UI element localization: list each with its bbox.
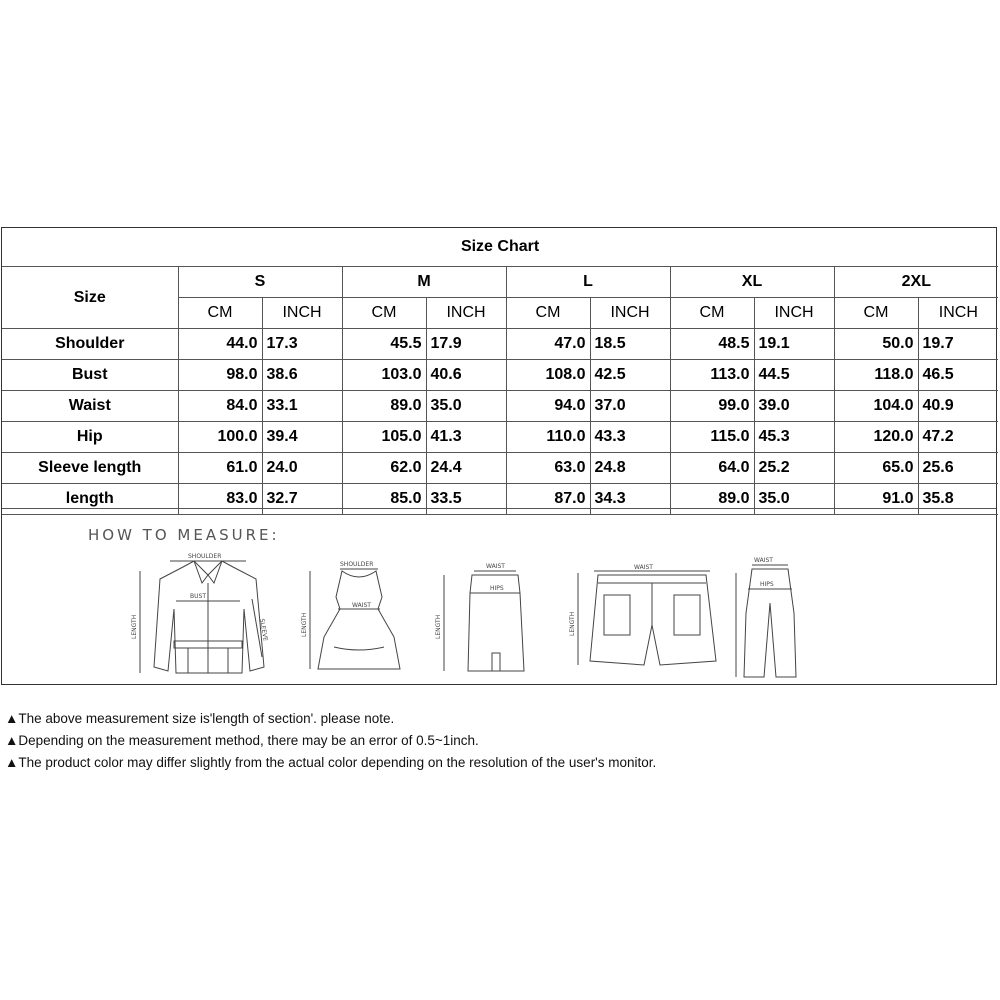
cm-value: 118.0 — [834, 360, 918, 391]
unit-inch-header: INCH — [918, 298, 998, 329]
notes-section — [5, 708, 656, 774]
table-row — [2, 422, 998, 453]
inch-value: 19.1 — [754, 329, 834, 360]
inch-value: 32.7 — [262, 484, 342, 515]
cm-value: 64.0 — [670, 453, 754, 484]
cm-value: 89.0 — [342, 391, 426, 422]
size-header-s: S — [178, 267, 342, 298]
inch-value: 39.0 — [754, 391, 834, 422]
jacket-diagram — [128, 549, 278, 679]
cm-value: 45.5 — [342, 329, 426, 360]
inch-value: 33.5 — [426, 484, 506, 515]
inch-value: 17.3 — [262, 329, 342, 360]
inch-value: 37.0 — [590, 391, 670, 422]
inch-value: 39.4 — [262, 422, 342, 453]
size-header-xl: XL — [670, 267, 834, 298]
length-label-shorts: LENGTH — [569, 611, 576, 636]
unit-inch-header: INCH — [262, 298, 342, 329]
shorts-diagram — [564, 561, 724, 671]
inch-value: 17.9 — [426, 329, 506, 360]
size-header-m: M — [342, 267, 506, 298]
length-label-skirt: LENGTH — [435, 614, 442, 639]
inch-value: 42.5 — [590, 360, 670, 391]
cm-value: 105.0 — [342, 422, 426, 453]
cm-value: 83.0 — [178, 484, 262, 515]
cm-value: 110.0 — [506, 422, 590, 453]
row-label: length — [2, 484, 178, 515]
note-item: ▲The product color may differ slightly from the actual color depending on the resolution of the user's monitor. — [5, 755, 657, 770]
inch-value: 40.6 — [426, 360, 506, 391]
bust-label-jacket: BUST — [190, 593, 206, 600]
inch-value: 41.3 — [426, 422, 506, 453]
cm-value: 87.0 — [506, 484, 590, 515]
cm-value: 63.0 — [506, 453, 590, 484]
waist-label-dress: WAIST — [352, 602, 371, 609]
inch-value: 46.5 — [918, 360, 998, 391]
cm-value: 44.0 — [178, 329, 262, 360]
unit-cm-header: CM — [506, 298, 590, 329]
unit-cm-header: CM — [834, 298, 918, 329]
cm-value: 85.0 — [342, 484, 426, 515]
row-label: Sleeve length — [2, 453, 178, 484]
inch-value: 44.5 — [754, 360, 834, 391]
shoulder-label-dress: SHOULDER — [340, 561, 374, 568]
hips-label-skirt: HIPS — [490, 585, 504, 592]
cm-value: 113.0 — [670, 360, 754, 391]
cm-value: 61.0 — [178, 453, 262, 484]
inch-value: 45.3 — [754, 422, 834, 453]
inch-value: 33.1 — [262, 391, 342, 422]
inch-value: 34.3 — [590, 484, 670, 515]
note-item: ▲Depending on the measurement method, there may be an error of 0.5~1inch. — [5, 733, 479, 748]
cm-value: 94.0 — [506, 391, 590, 422]
inch-value: 18.5 — [590, 329, 670, 360]
size-header: Size — [2, 267, 178, 329]
inch-value: 24.0 — [262, 453, 342, 484]
skirt-diagram — [432, 559, 532, 677]
cm-value: 99.0 — [670, 391, 754, 422]
cm-value: 108.0 — [506, 360, 590, 391]
cm-value: 89.0 — [670, 484, 754, 515]
cm-value: 98.0 — [178, 360, 262, 391]
waist-label-pants: WAIST — [754, 557, 773, 564]
cm-value: 120.0 — [834, 422, 918, 453]
how-to-measure-section — [2, 508, 996, 685]
cm-value: 100.0 — [178, 422, 262, 453]
dress-diagram — [298, 557, 418, 677]
hips-label-pants: HIPS — [760, 581, 774, 588]
cm-value: 50.0 — [834, 329, 918, 360]
length-label-dress: LENGTH — [301, 612, 308, 637]
size-chart-frame — [1, 227, 997, 685]
shoulder-label-jacket: SHOULDER — [188, 553, 222, 560]
cm-value: 62.0 — [342, 453, 426, 484]
pants-diagram — [722, 553, 812, 683]
unit-inch-header: INCH — [754, 298, 834, 329]
table-row — [2, 329, 998, 360]
inch-value: 35.0 — [754, 484, 834, 515]
inch-value: 38.6 — [262, 360, 342, 391]
size-table — [2, 228, 998, 515]
waist-label-skirt: WAIST — [486, 563, 505, 570]
cm-value: 103.0 — [342, 360, 426, 391]
note-item: ▲The above measurement size is'length of section'. please note. — [5, 711, 395, 726]
inch-value: 19.7 — [918, 329, 998, 360]
cm-value: 84.0 — [178, 391, 262, 422]
unit-inch-header: INCH — [590, 298, 670, 329]
inch-value: 24.4 — [426, 453, 506, 484]
inch-value: 24.8 — [590, 453, 670, 484]
row-label: Bust — [2, 360, 178, 391]
unit-cm-header: CM — [178, 298, 262, 329]
cm-value: 104.0 — [834, 391, 918, 422]
inch-value: 47.2 — [918, 422, 998, 453]
unit-cm-header: CM — [670, 298, 754, 329]
inch-value: 25.2 — [754, 453, 834, 484]
inch-value: 40.9 — [918, 391, 998, 422]
unit-inch-header: INCH — [426, 298, 506, 329]
chart-title: Size Chart — [2, 228, 998, 267]
table-row — [2, 360, 998, 391]
cm-value: 48.5 — [670, 329, 754, 360]
sleeve-label-jacket: SLEEVE — [258, 618, 269, 642]
inch-value: 43.3 — [590, 422, 670, 453]
waist-label-shorts: WAIST — [634, 564, 653, 571]
how-to-measure-title: HOW TO MEASURE: — [88, 526, 280, 544]
inch-value: 35.8 — [918, 484, 998, 515]
cm-value: 65.0 — [834, 453, 918, 484]
length-label-jacket: LENGTH — [131, 614, 138, 639]
size-header-2xl: 2XL — [834, 267, 998, 298]
cm-value: 91.0 — [834, 484, 918, 515]
inch-value: 35.0 — [426, 391, 506, 422]
inch-value: 25.6 — [918, 453, 998, 484]
cm-value: 47.0 — [506, 329, 590, 360]
row-label: Waist — [2, 391, 178, 422]
unit-cm-header: CM — [342, 298, 426, 329]
size-header-l: L — [506, 267, 670, 298]
table-row — [2, 391, 998, 422]
cm-value: 115.0 — [670, 422, 754, 453]
table-row — [2, 453, 998, 484]
row-label: Hip — [2, 422, 178, 453]
row-label: Shoulder — [2, 329, 178, 360]
